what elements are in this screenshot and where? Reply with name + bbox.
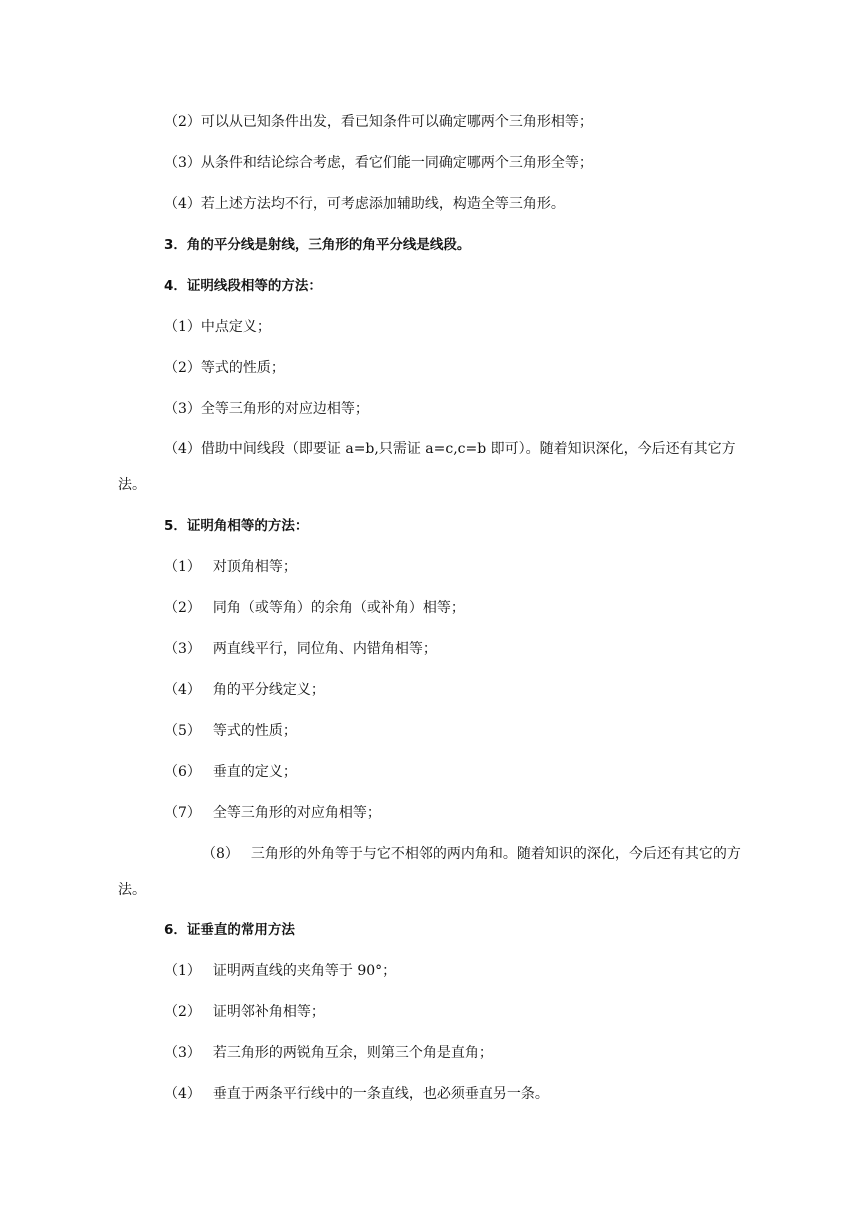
list-text: 垂直的定义； xyxy=(212,764,297,780)
list-number: （4） xyxy=(164,682,201,698)
list-text: 若三角形的两锐角互余，则第三个角是直角； xyxy=(212,1045,493,1061)
list-text: 两直线平行，同位角、内错角相等； xyxy=(212,641,437,657)
list-number: （8） xyxy=(202,846,239,862)
section-heading: 5．证明角相等的方法： xyxy=(164,518,309,534)
paragraph: （3）从条件和结论综合考虑，看它们能一同确定哪两个三角形全等； xyxy=(164,155,593,171)
list-text: 全等三角形的对应角相等； xyxy=(212,805,381,821)
list-text: 角的平分线定义； xyxy=(212,682,325,698)
list-item: （4）借助中间线段（即要证 a=b,只需证 a=c,c=b 即可）。随着知识深化，今后还有其它方法。 xyxy=(118,441,736,493)
list-item xyxy=(118,1002,742,1022)
list-text: 三角形的外角等于与它不相邻的两内角和。随着知识的深化，今后还有其它的方法。 xyxy=(118,846,741,898)
list-item xyxy=(118,1084,742,1104)
list-item xyxy=(118,961,742,981)
list-text: 对顶角相等； xyxy=(212,559,297,575)
list-item xyxy=(118,680,742,700)
list-item xyxy=(118,598,742,618)
list-number: （2） xyxy=(164,1004,201,1020)
list-text: 垂直于两条平行线中的一条直线，也必须垂直另一条。 xyxy=(212,1086,549,1102)
paragraph: （4）若上述方法均不行，可考虑添加辅助线，构造全等三角形。 xyxy=(164,196,565,212)
list-item xyxy=(118,557,742,577)
list-text: 证明两直线的夹角等于 90°； xyxy=(212,963,397,979)
list-number: （5） xyxy=(164,723,201,739)
list-item xyxy=(118,1043,742,1063)
list-item: （1）中点定义； xyxy=(164,319,271,335)
list-number: （7） xyxy=(164,805,201,821)
list-item: （2）等式的性质； xyxy=(164,360,285,376)
list-number: （2） xyxy=(164,600,201,616)
list-number: （1） xyxy=(164,963,201,979)
list-number: （3） xyxy=(164,1045,201,1061)
list-item: （3）全等三角形的对应边相等； xyxy=(164,401,369,417)
list-number: （4） xyxy=(164,1086,201,1102)
section-heading: 6．证垂直的常用方法 xyxy=(164,922,295,938)
list-text: 等式的性质； xyxy=(212,723,297,739)
list-item xyxy=(118,721,742,741)
list-item xyxy=(118,762,742,782)
list-number: （1） xyxy=(164,559,201,575)
list-number: （6） xyxy=(164,764,201,780)
section-heading: 3．角的平分线是射线，三角形的角平分线是线段。 xyxy=(164,237,471,253)
list-number: （3） xyxy=(164,641,201,657)
list-item xyxy=(118,836,742,908)
list-item xyxy=(118,803,742,823)
list-text: 证明邻补角相等； xyxy=(212,1004,325,1020)
section-heading: 4．证明线段相等的方法： xyxy=(164,278,322,294)
paragraph: （2）可以从已知条件出发，看已知条件可以确定哪两个三角形相等； xyxy=(164,114,593,130)
list-item xyxy=(118,639,742,659)
list-text: 同角（或等角）的余角（或补角）相等； xyxy=(212,600,465,616)
